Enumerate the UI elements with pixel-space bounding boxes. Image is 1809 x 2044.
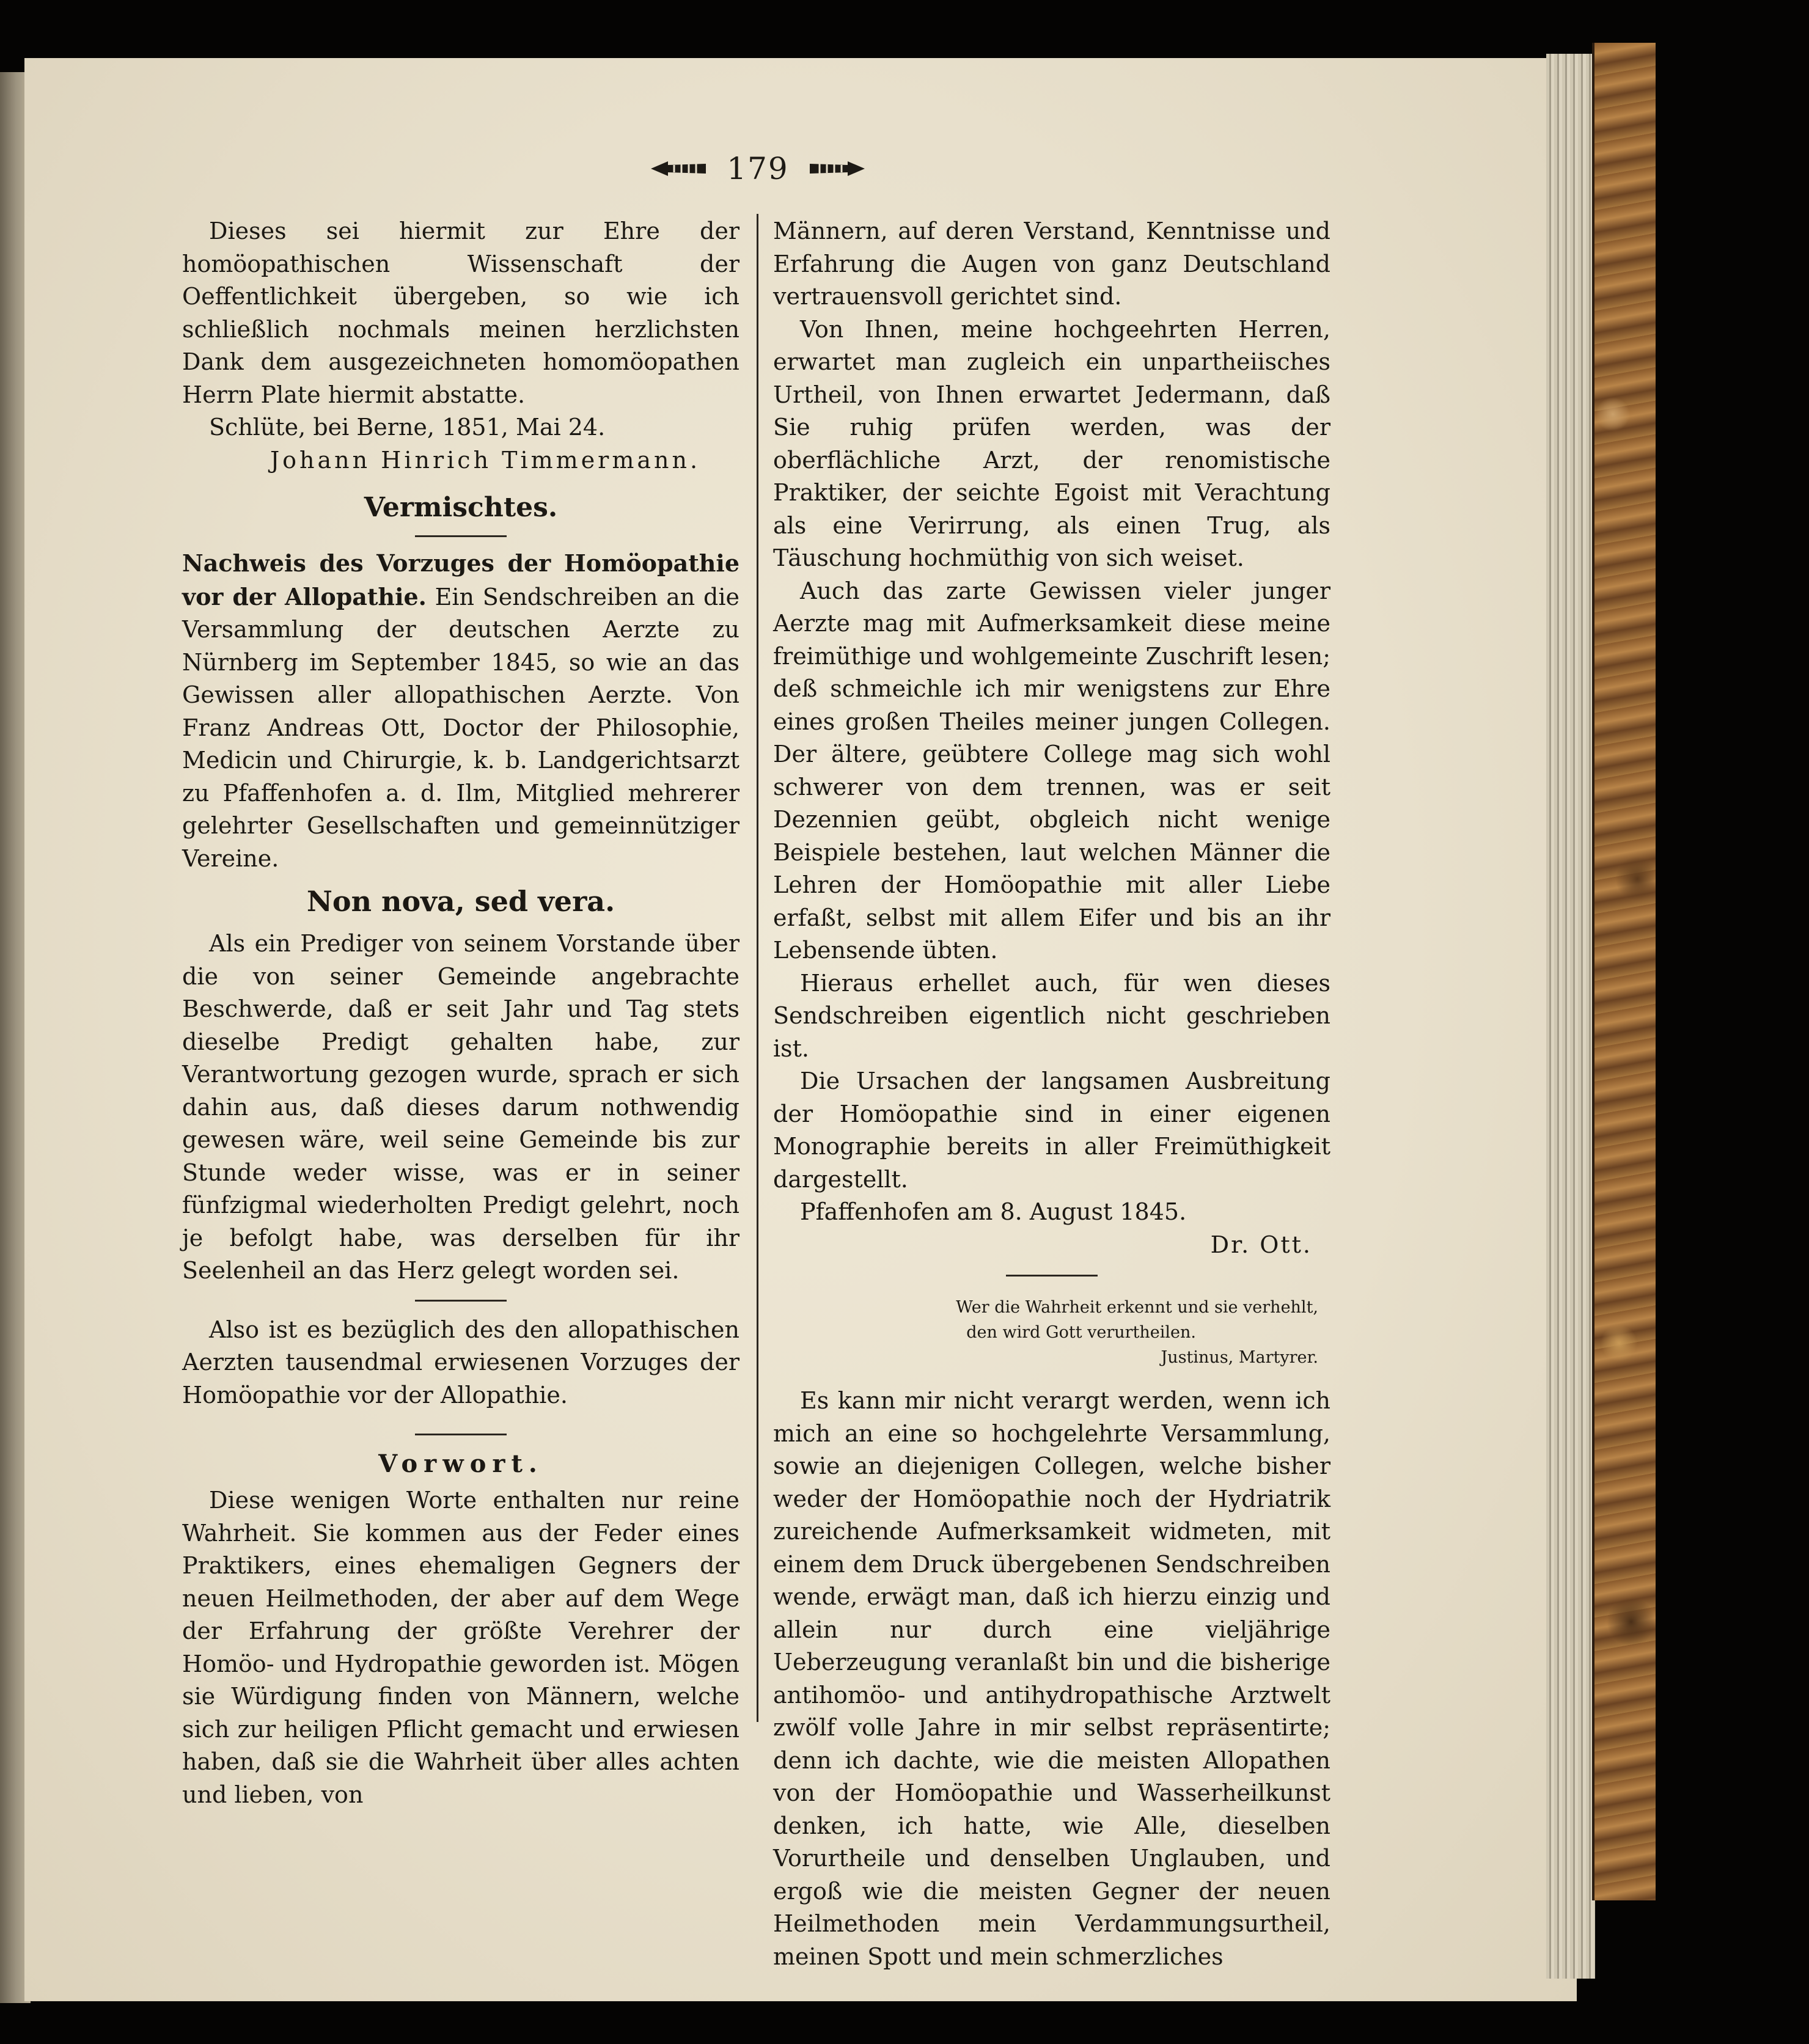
anecdote-paragraph: Als ein Prediger von seinem Vorstande über die von seiner Gemeinde angebrachte Beschwerde, daß er seit Jahr und Tag stets dieselbe Predigt gehalten habe, zur Verantwortung gezogen wurde, sprach er sich dahin aus, daß dieses darum nothwendig gewesen wäre, weil seine Gemeinde bis zur Stunde weder wisse, was er in seiner fünfzigmal wiederholten Predigt gelehrt, noch je befolgt habe, was derselben für ihr Seelenheil an das Herz gelegt worden sei. bbox=[182, 930, 739, 1284]
motto-line-2: den wird Gott verurtheilen. bbox=[966, 1323, 1196, 1342]
paragraph-5: Die Ursachen der langsamen Ausbreitung der Homöopathie sind in einer eigenen Monographie bereits in aller Freimüthigkeit dargestellt. bbox=[773, 1068, 1330, 1193]
left-ornament-icon bbox=[650, 156, 711, 181]
motto-author: Justinus, Martyrer. bbox=[1161, 1348, 1318, 1367]
divider bbox=[415, 535, 507, 537]
paragraph-3: Auch das zarte Gewissen vieler junger Aerzte mag mit Aufmerksamkeit diese meine freimüthige und wohlgemeinte Zuschrift lesen; deß schmeichle ich mir wenigstens zur Ehre eines großen Theiles meiner jungen Collegen. Der ältere, geübtere College mag sich wohl schwerer von dem trennen, was er seit Dezennien geübt, obgleich nicht wenige Beispiele bestehen, laut welchen Männer die Lehren der Homöopathie mit aller Liebe erfaßt, selbst mit allem Eifer und bis an ihr Lebensende übten. bbox=[773, 577, 1330, 964]
column-rule bbox=[757, 214, 758, 1722]
divider bbox=[1006, 1275, 1098, 1277]
paragraph-2: Von Ihnen, meine hochgeehrten Herren, erwartet man zugleich ein unpartheiisches Urtheil, von Ihnen erwartet Jedermann, daß Sie ruhig prüfen werden, was der oberflächliche Arzt, der renomistische Praktiker, der seichte Egoist mit Verachtung als eine Verirrung, als einen Trug, als Täuschung hochmüthig von sich weiset. bbox=[773, 315, 1330, 571]
divider bbox=[415, 1434, 507, 1435]
entry-paragraph bbox=[182, 547, 739, 875]
place-date: Pfaffenhofen am 8. August 1845. bbox=[800, 1198, 1187, 1225]
page-header bbox=[642, 150, 874, 187]
page-number: 179 bbox=[727, 151, 789, 186]
motto-line-1: Wer die Wahrheit erkennt und sie verhehlt, bbox=[956, 1298, 1318, 1317]
vorwort-title: Vorwort. bbox=[378, 1449, 543, 1478]
divider bbox=[415, 1300, 507, 1302]
vorwort-paragraph: Diese wenigen Worte enthalten nur reine Wahrheit. Sie kommen aus der Feder eines Praktikers, eines ehemaligen Gegners der neuen Heilmethoden, der aber auf dem Wege der Erfahrung der größte Verehrer der Homöo- und Hydropathie geworden ist. Mögen sie Würdigung finden von Männern, welche sich zur heiligen Pflicht gemacht und erwiesen haben, daß sie die Wahrheit über alles achten und lieben, von bbox=[182, 1487, 739, 1808]
paragraph-6: Es kann mir nicht verargt werden, wenn ich mich an eine so hochgelehrte Versammlung, sowie an diejenigen Collegen, welche bisher weder der Homöopathie noch der Hydriatrik zureichende Aufmerksamkeit widmeten, mit einem dem Druck übergebenen Sendschreiben wende, erwägt man, daß ich hierzu einzig und allein nur durch eine vieljährige Ueberzeugung veranlaßt bin und die bisherige antihomöo- und antihydropathische Arztwelt zwölf volle Jahre in mir selbst repräsentirte; denn ich dachte, wie die meisten Allopathen von der Homöopathie und Wasserheilkunst denken, ich hatte, wie Alle, dieselben Vorurtheile und denselben Unglauben, und ergoß wie die meisten Gegner der neuen Heilmethoden mein Verdammungsurtheil, meinen Spott und mein schmerzliches bbox=[773, 1387, 1330, 1970]
conclusion-paragraph: Also ist es bezüglich des den allopathischen Aerzten tausendmal erwiesenen Vorzuges der Homöopathie vor der Allopathie. bbox=[182, 1316, 739, 1408]
left-column bbox=[182, 215, 739, 1811]
right-ornament-icon bbox=[805, 156, 866, 181]
latin-heading: Non nova, sed vera. bbox=[306, 885, 615, 918]
entry-title: Nachweis des Vorzuges der Homöopathie vor der Allopathie. bbox=[182, 549, 739, 610]
signature-place-date: Schlüte, bei Berne, 1851, Mai 24. bbox=[209, 414, 606, 441]
right-column bbox=[773, 215, 1330, 1973]
signature: Dr. Ott. bbox=[1210, 1231, 1312, 1258]
closing-paragraph: Dieses sei hiermit zur Ehre der homöopathischen Wissenschaft der Oeffentlichkeit übergeben, so wie ich schließlich nochmals meinen herzlichsten Dank dem ausgezeichneten homomöopathen Herrn Plate hiermit abstatte. bbox=[182, 218, 739, 408]
page-block-edge bbox=[1546, 54, 1595, 1979]
signature-name: Johann Hinrich Timmermann. bbox=[270, 446, 701, 474]
paragraph-4: Hieraus erhellet auch, für wen dieses Sendschreiben eigentlich nicht geschrieben ist. bbox=[773, 969, 1330, 1062]
motto bbox=[773, 1295, 1330, 1370]
paragraph-1: Männern, auf deren Verstand, Kenntnisse und Erfahrung die Augen von ganz Deutschland vertrauensvoll gerichtet sind. bbox=[773, 218, 1330, 310]
section-title: Vermischtes. bbox=[364, 492, 558, 523]
entry-text: Ein Sendschreiben an die Versammlung der deutschen Aerzte zu Nürnberg im September 1845, so wie an das Gewissen aller allopathischen Aerzte. Von Franz Andreas Ott, Doctor der Philosophie, Medicin und Chirurgie, k. b. Landgerichtsarzt zu Pfaffenhofen a. d. Ilm, Mitglied mehrerer gelehrter Gesellschaften und gemeinnütziger Vereine. bbox=[182, 583, 739, 872]
marbled-cover-edge bbox=[1592, 43, 1656, 1900]
